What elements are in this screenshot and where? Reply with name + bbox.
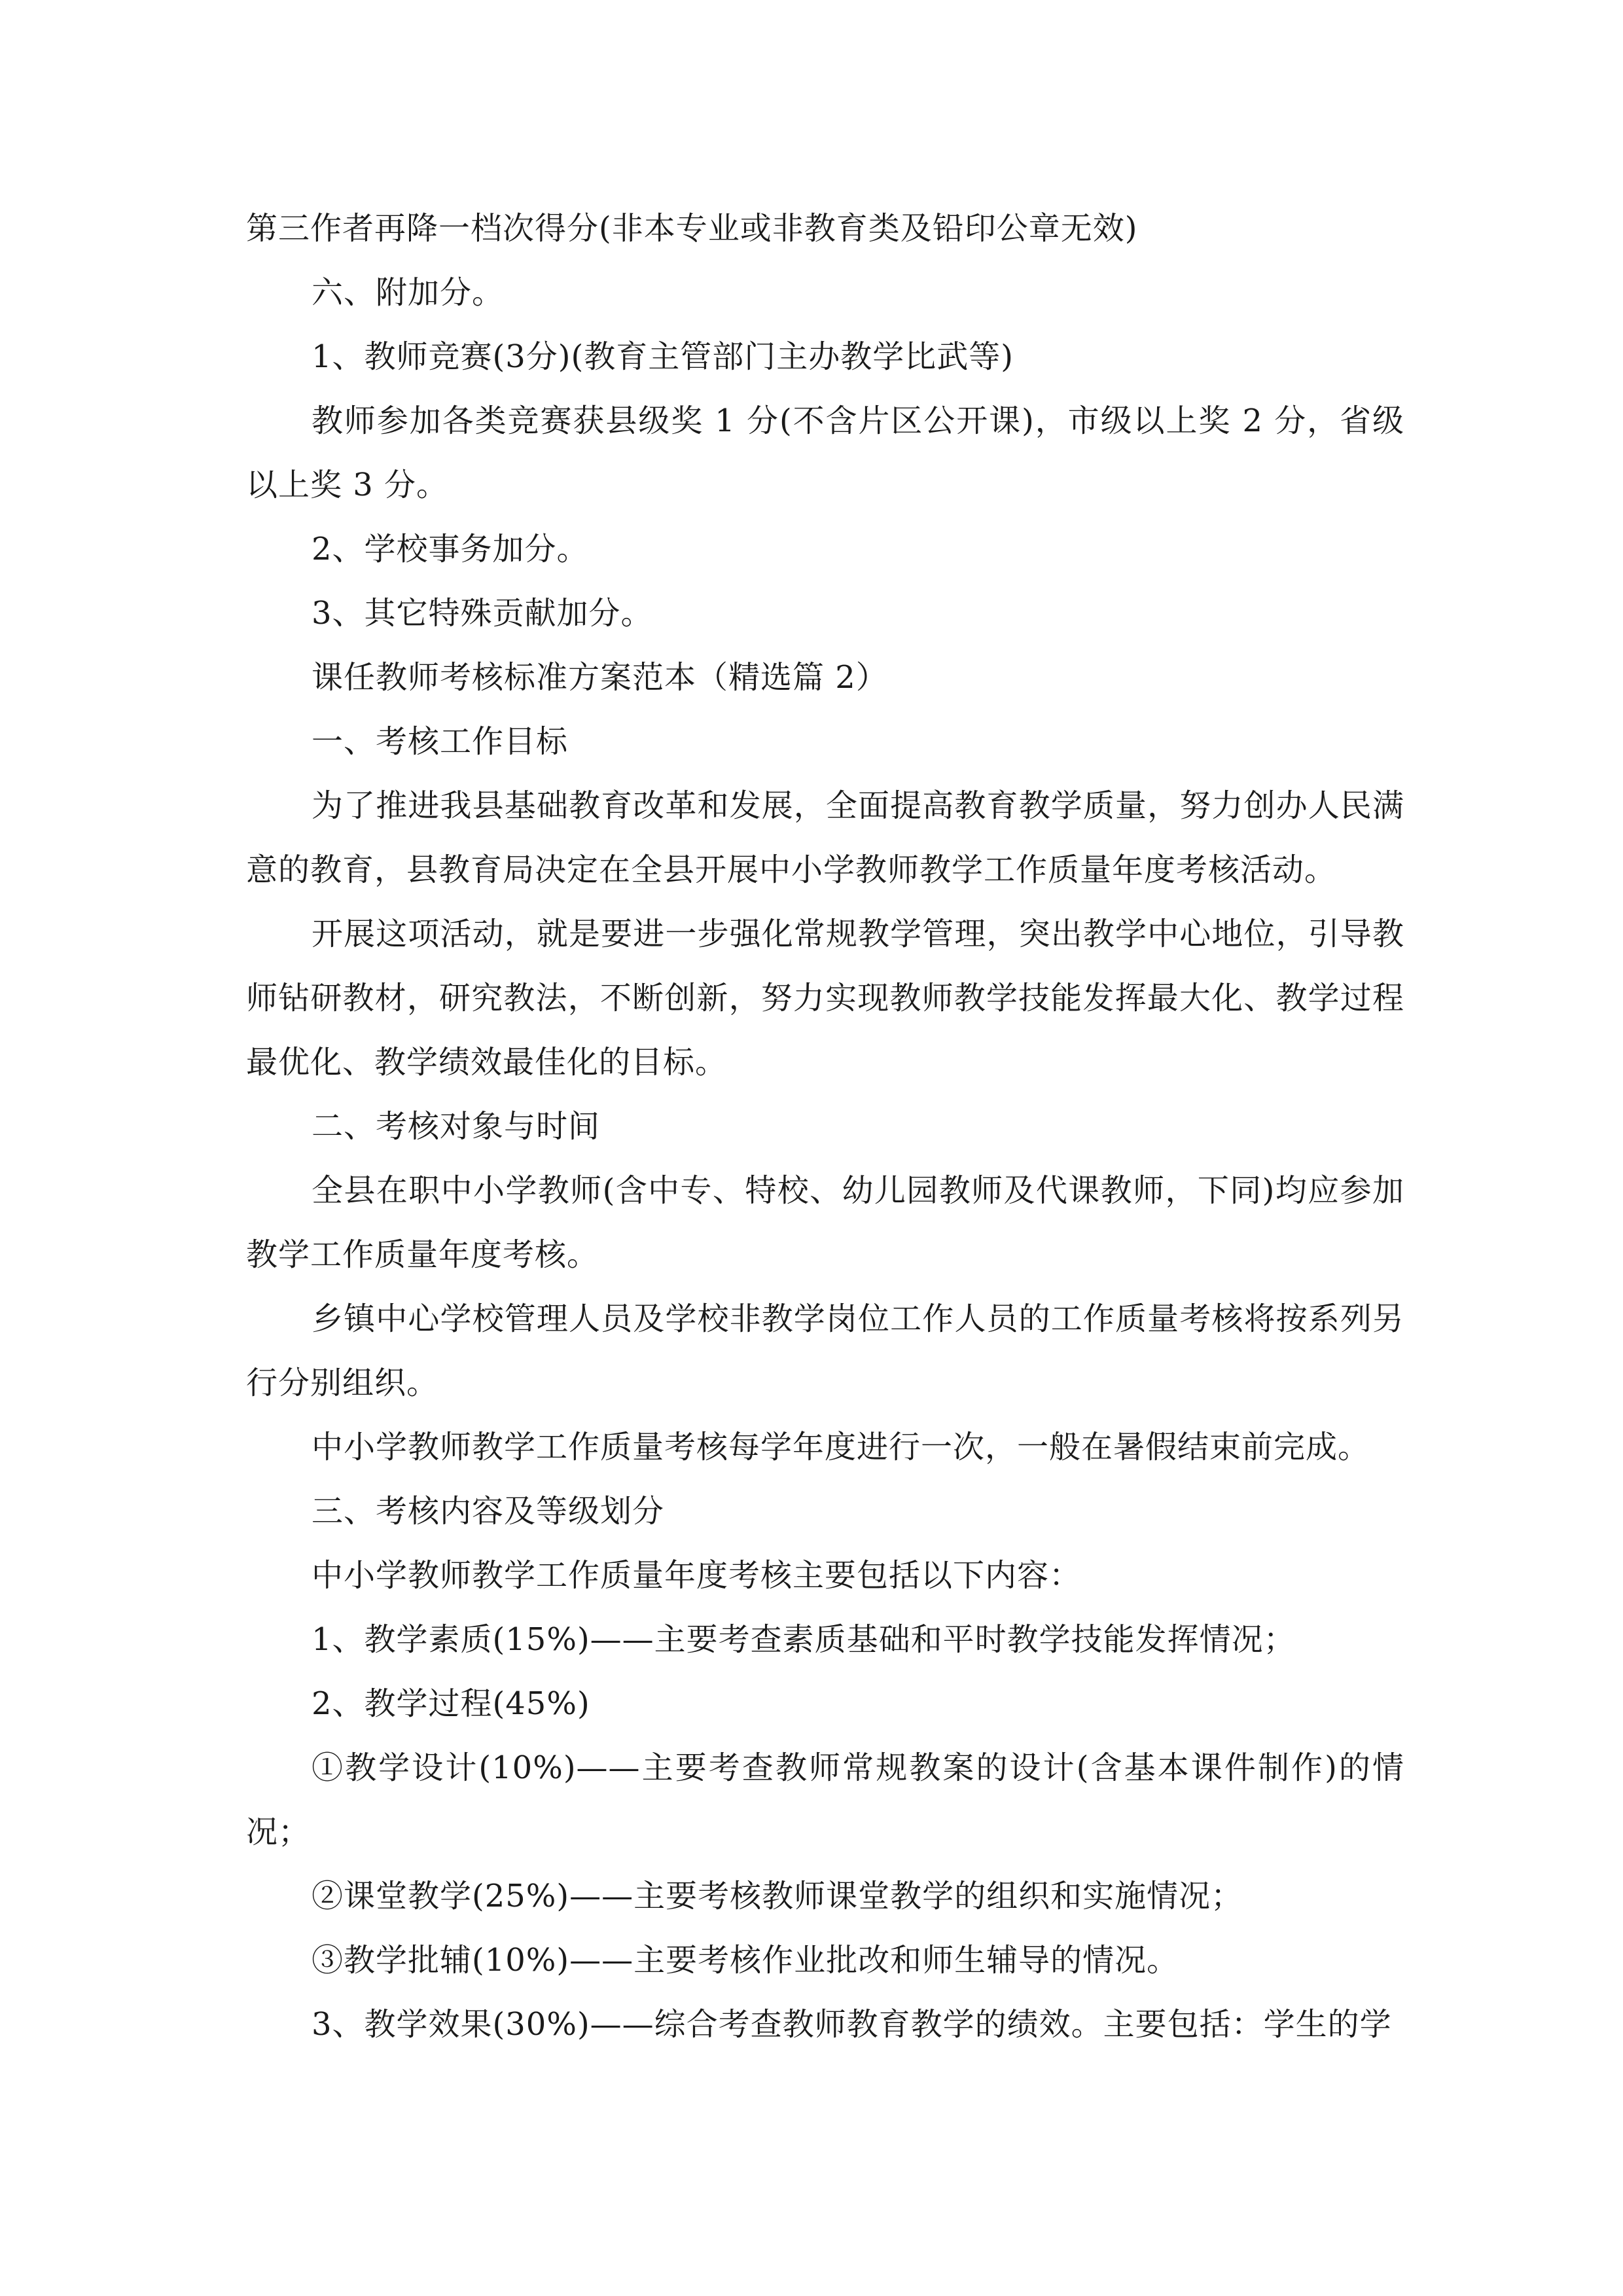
paragraph: 第三作者再降一档次得分(非本专业或非教育类及铅印公章无效): [246, 210, 1138, 247]
paragraph: 中小学教师教学工作质量年度考核主要包括以下内容：: [312, 1557, 1082, 1594]
paragraph: ③教学批辅(10%)——主要考核作业批改和师生辅导的情况。: [312, 1942, 1179, 1979]
paragraph: 3、教学效果(30%)——综合考查教师教育教学的绩效。主要包括：学生的学: [312, 2006, 1392, 2043]
paragraph: 中小学教师教学工作质量考核每学年度进行一次，一般在暑假结束前完成。: [312, 1429, 1370, 1465]
paragraph: 乡镇中心学校管理人员及学校非教学岗位工作人员的工作质量考核将按系列另行分别组织。: [246, 1300, 1404, 1401]
paragraph: 课任教师考核标准方案范本（精选篇 2）: [312, 659, 888, 696]
paragraph: 三、考核内容及等级划分: [312, 1493, 665, 1530]
paragraph: 1、教学素质(15%)——主要考查素质基础和平时教学技能发挥情况；: [312, 1621, 1296, 1658]
paragraph: 3、其它特殊贡献加分。: [312, 595, 653, 632]
document-body: [246, 196, 1404, 2056]
paragraph: 1、教师竞赛(3分)(教育主管部门主办教学比武等): [312, 338, 1014, 375]
paragraph: 二、考核对象与时间: [312, 1108, 601, 1145]
paragraph: ②课堂教学(25%)——主要考核教师课堂教学的组织和实施情况；: [312, 1878, 1243, 1914]
paragraph: 2、教学过程(45%): [312, 1685, 590, 1722]
paragraph: 为了推进我县基础教育改革和发展，全面提高教育教学质量，努力创办人民满意的教育，县教育局决定在全县开展中小学教师教学工作质量年度考核活动。: [246, 787, 1404, 888]
paragraph: 2、学校事务加分。: [312, 531, 589, 567]
paragraph: 六、附加分。: [312, 274, 505, 311]
paragraph: 全县在职中小学教师(含中专、特校、幼儿园教师及代课教师，下同)均应参加教学工作质量年度考核。: [246, 1172, 1404, 1273]
paragraph: 教师参加各类竞赛获县级奖 1 分(不含片区公开课)，市级以上奖 2 分，省级以上奖 3 分。: [246, 403, 1404, 503]
paragraph: 开展这项活动，就是要进一步强化常规教学管理，突出教学中心地位，引导教师钻研教材，研究教法，不断创新，努力实现教师教学技能发挥最大化、教学过程最优化、教学绩效最佳化的目标。: [246, 916, 1404, 1081]
paragraph: ①教学设计(10%)——主要考查教师常规教案的设计(含基本课件制作)的情况；: [246, 1749, 1404, 1850]
paragraph: 一、考核工作目标: [312, 723, 569, 760]
